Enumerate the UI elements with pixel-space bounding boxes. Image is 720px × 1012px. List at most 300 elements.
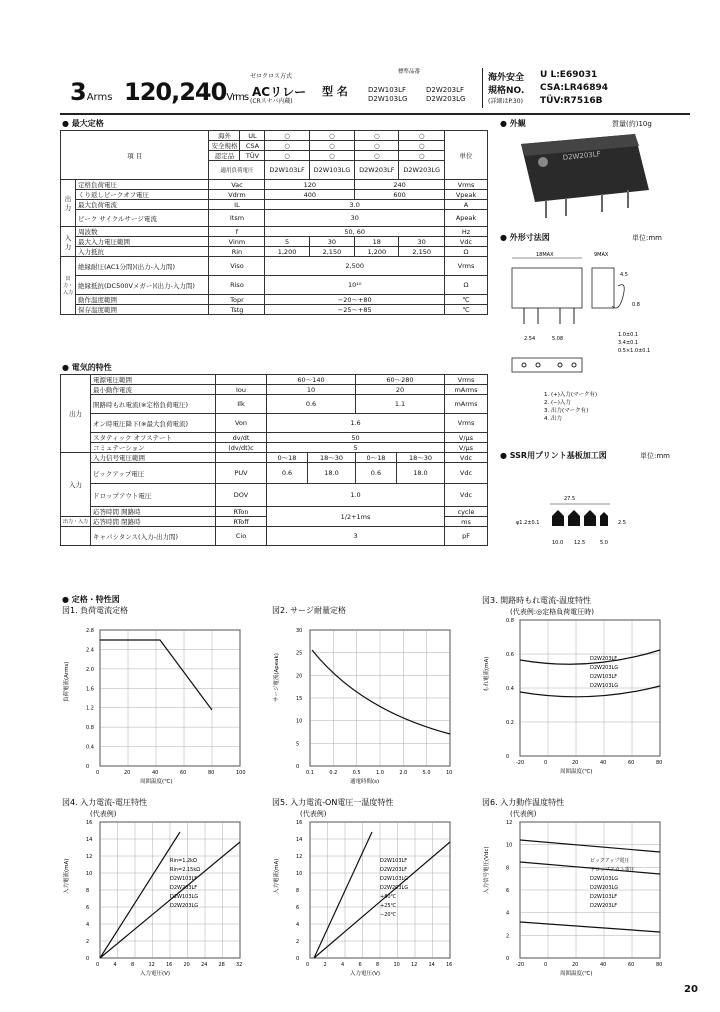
fig5-xtick: 16 [446, 962, 453, 968]
fig3-ytick: 0 [506, 754, 510, 760]
fig4-ytick: 6 [86, 905, 90, 911]
std-csa-name: CSA [540, 83, 561, 93]
fig2-xlabel: 通電時間(s) [350, 779, 380, 785]
fig6-ytick: 6 [506, 888, 510, 894]
fig6-legend-entry: D2W203LG [590, 885, 619, 891]
row-val: 18〜30 [307, 453, 355, 463]
pcb-dim-10: 10.0 [552, 540, 564, 546]
fig1-ylabel: 負荷電流(Arms) [64, 661, 70, 702]
fig2-ylabel: サージ電流(Apeak) [274, 653, 280, 702]
row-val: 120 [265, 180, 355, 190]
row-unit: V/μs [445, 443, 488, 453]
row-sym: PUV [216, 463, 267, 484]
header-underline [60, 113, 690, 115]
fig3-ytick: 0.4 [506, 686, 514, 692]
row-sym: Rin [209, 247, 265, 257]
fig3-ytick: 0.6 [506, 652, 514, 658]
fig5-legend-entry: D2W203LF [380, 867, 408, 873]
model-1: D2W103LF [368, 86, 407, 94]
table-row [61, 190, 488, 200]
fig5-ytick: 2 [296, 939, 300, 945]
fig4-legend-entry: D2W103LF [170, 876, 198, 882]
fig5-xtick: 12 [411, 962, 418, 968]
mark: ○ [265, 131, 309, 141]
fig5-legend-entry: D2W103LF [380, 858, 408, 864]
dim-legend-4: 4. 出力 [544, 416, 562, 422]
row-unit: mArms [445, 395, 488, 414]
fig2-xtick: 0.1 [306, 770, 314, 776]
row-val: 1,200 [355, 247, 399, 257]
row-unit: ℃ [445, 305, 488, 315]
fig4-legend-entry: D2W103LG [170, 894, 199, 900]
row-name: 入力信号電圧範囲 [91, 453, 216, 463]
table-row [61, 210, 488, 227]
fig6-xtick: 20 [572, 962, 579, 968]
row-sym [216, 375, 267, 385]
weight-label: 質量(約)10g [612, 120, 652, 128]
fig3-legend-entry: D2W203LF [590, 656, 618, 662]
dim-pitch-508: 5.08 [552, 336, 564, 342]
fig3-xlabel: 周囲温度(℃) [560, 769, 593, 775]
side-label-io: 出力・入力 [61, 517, 91, 527]
row-val: 10¹⁰ [265, 276, 445, 295]
row-val: 2,150 [309, 247, 355, 257]
model-col-2: D2W103LG [309, 161, 355, 180]
row-sym: RTon [216, 507, 267, 517]
row-name: スタティック オフステート [91, 433, 216, 443]
fig4-xtick: 24 [201, 962, 208, 968]
dim-9max: 9MAX [594, 252, 609, 258]
table-row [61, 443, 488, 453]
fig3-subtitle: (代表例:◎定格負荷電圧時) [510, 608, 594, 616]
fig5-ytick: 14 [296, 837, 303, 843]
row-val: 0〜18 [355, 453, 396, 463]
title-voltage-unit: Vrms [226, 92, 249, 103]
fig3-ytick: 0.8 [506, 618, 514, 624]
row-sym [216, 453, 267, 463]
row-unit: Vrms [445, 180, 488, 190]
row-sym: IL [209, 200, 265, 210]
row-name: 最大負荷電流 [76, 200, 209, 210]
std-ul-name: U L [540, 70, 557, 80]
pcb-dim-25: 2.5 [618, 520, 626, 526]
model-col-1: D2W103LF [265, 161, 309, 180]
fig4-ytick: 4 [86, 922, 90, 928]
std-tuv-no: R7516B [563, 96, 603, 106]
table-row [61, 180, 488, 190]
mark: ○ [309, 151, 355, 161]
model-4: D2W203LG [426, 95, 466, 103]
fig1-title: 図1. 負荷電流定格 [62, 606, 129, 615]
row-name: 保存温度範囲 [76, 305, 209, 315]
fig6-chart [480, 796, 680, 986]
row-name: ドロップアウト電圧 [91, 484, 216, 507]
std-csa: CSA:LR46894 [540, 83, 608, 93]
fig2-xtick: 5.0 [422, 770, 431, 776]
fig4-xtick: 16 [166, 962, 173, 968]
fig5-ytick: 4 [296, 922, 300, 928]
row-unit: Vdc [445, 463, 488, 484]
row-name: 入力抵抗 [76, 247, 209, 257]
approval-cap-2: 安全規格 [209, 141, 240, 151]
fig6-title: 図6. 入力動作温度特性 [482, 798, 565, 807]
section-rated-char-label: 定格・特性図 [71, 595, 120, 604]
row-sym: Vac [209, 180, 265, 190]
row-name: 最小動作電流 [91, 385, 216, 395]
row-val: 60〜280 [355, 375, 444, 385]
row-val: 0.6 [267, 463, 308, 484]
row-val: 20 [355, 385, 444, 395]
row-val: 600 [355, 190, 445, 200]
fig6-ytick: 4 [506, 910, 510, 917]
table-row [61, 375, 488, 385]
section-dimensions-label: 外形寸法図 [509, 233, 550, 242]
fig6-legend-entry: D2W103LG [590, 876, 619, 882]
fig6-xtick: 0 [544, 962, 548, 968]
row-val: 400 [265, 190, 355, 200]
row-unit: Apeak [445, 210, 488, 227]
max-rating-table [60, 130, 488, 315]
dim-unit: 単位:mm [632, 234, 662, 242]
side-label-output: 出力 [61, 180, 76, 227]
row-sym: dv/dt [216, 433, 267, 443]
standard-label: 規格NO. [488, 86, 525, 96]
table-row [61, 200, 488, 210]
note-label: (詳細はP.30) [488, 98, 523, 105]
row-sym: Cio [216, 527, 267, 546]
fig5-ytick: 10 [296, 871, 303, 877]
section-max-rating-label: 最大定格 [71, 119, 104, 128]
row-sym: RToff [216, 517, 267, 527]
mark: ○ [399, 141, 445, 151]
section-appearance: ● 外観 [500, 119, 526, 128]
fig4-xtick: 4 [113, 962, 117, 968]
row-val: 10 [267, 385, 356, 395]
row-unit: mArms [445, 385, 488, 395]
row-val: 60〜140 [267, 375, 356, 385]
mark: ○ [355, 141, 399, 151]
approval-tuv: TÜV [240, 151, 265, 161]
fig4-ytick: 14 [86, 837, 93, 843]
fig2-ytick: 5 [296, 741, 300, 748]
model-2: D2W203LF [426, 86, 465, 94]
row-val: 18 [355, 237, 399, 247]
table-row [61, 257, 488, 276]
fig3-xtick: 20 [572, 760, 579, 766]
table-row [61, 507, 488, 517]
section-dimensions: ● 外形寸法図 [500, 233, 550, 242]
pcb-dim-hole: φ1.2±0.1 [516, 520, 540, 526]
fig1-xtick: 40 [152, 770, 159, 776]
fig4-chart [60, 796, 260, 986]
row-unit: Vdc [445, 237, 488, 247]
fig3-legend-entry: D2W203LG [590, 665, 619, 671]
fig3-ylabel: もれ電流(mA) [484, 656, 490, 692]
fig2-ytick: 0 [296, 764, 300, 770]
row-unit: ℃ [445, 295, 488, 305]
row-unit: Vrms [445, 375, 488, 385]
unit-header: 単位 [445, 131, 488, 180]
fig6-ytick: 2 [506, 933, 510, 940]
title-current-value: 3 [70, 78, 87, 106]
fig1-xlabel: 周囲温度(℃) [140, 779, 173, 785]
mark: ○ [309, 131, 355, 141]
fig4-ytick: 10 [86, 871, 93, 877]
page-number: 20 [684, 984, 698, 995]
fig6-xtick: 60 [628, 962, 635, 968]
fig5-legend-entry: D2W103LG [380, 876, 409, 882]
table-row [61, 463, 488, 484]
fig2-ytick: 25 [296, 650, 303, 657]
std-tuv-name: TÜV [540, 96, 561, 106]
row-val: 1.1 [355, 395, 444, 414]
mark: ○ [265, 141, 309, 151]
fig4-ytick: 0 [86, 956, 90, 962]
dimension-drawing [500, 246, 690, 446]
fig5-legend-entry: D2W203LG [380, 885, 409, 891]
fig5-xtick: 0 [306, 962, 310, 968]
fig3-chart [480, 594, 680, 784]
fig1-ytick: 1.2 [86, 705, 94, 712]
fig5-title: 図5. 入力電流-ON電圧一温度特性 [272, 798, 394, 807]
fig5-xlabel: 入力電圧(V) [350, 971, 381, 977]
fig3-xtick: -20 [516, 760, 525, 766]
fig5-ylabel: 入力電流(mA) [274, 858, 280, 894]
fig1-ytick: 0 [86, 764, 90, 770]
side-label-input: 入力 [61, 227, 76, 257]
table-row [61, 295, 488, 305]
row-sym: Viso [209, 257, 265, 276]
fig4-xtick: 12 [148, 962, 155, 968]
row-name: ピックアップ電圧 [91, 463, 216, 484]
fig4-ylabel: 入力電流(mA) [64, 858, 70, 894]
dim-18max: 18MAX [536, 252, 554, 258]
row-val: 3 [267, 527, 445, 546]
fig2-chart [270, 604, 470, 794]
row-name: 応答時間 開路時 [91, 507, 216, 517]
pcb-drawing [500, 466, 690, 566]
row-sym: Topr [209, 295, 265, 305]
fig4-subtitle: (代表例) [90, 810, 117, 818]
row-val: 5 [265, 237, 309, 247]
pcb-hole [600, 512, 608, 526]
row-sym: Riso [209, 276, 265, 295]
fig6-ytick: 8 [506, 865, 510, 872]
section-characteristics: ● 電気的特性 [62, 363, 112, 372]
model-col-4: D2W203LG [399, 161, 445, 180]
table-row [61, 395, 488, 414]
fig6-ytick: 0 [506, 956, 510, 962]
row-sym: Von [216, 414, 267, 433]
pcb-dim-125: 12.5 [574, 540, 586, 546]
fig2-xtick: 0.5 [352, 770, 361, 776]
header [60, 66, 690, 112]
fig6-xtick: -20 [516, 962, 525, 968]
row-val: 30 [399, 237, 445, 247]
dim-body-front [512, 268, 582, 308]
fig5-chart [270, 796, 470, 986]
row-val: −25〜+85 [265, 305, 445, 315]
dim-extra-1: 1.0±0.1 [618, 332, 639, 338]
std-ul: U L:E69031 [540, 70, 598, 80]
fig6-ytick: 10 [506, 842, 513, 849]
dim-pitch-254: 2.54 [524, 336, 536, 342]
fig4-xtick: 28 [218, 962, 225, 968]
dim-body-side [592, 268, 614, 308]
pcb-dim-275: 27.5 [564, 496, 576, 502]
fig4-xtick: 20 [183, 962, 190, 968]
fig1-ytick: 2.0 [86, 666, 94, 673]
row-name: 開路時もれ電流(※定格負荷電圧) [91, 395, 216, 414]
row-unit: pF [445, 527, 488, 546]
row-val: 1.0 [267, 484, 445, 507]
fig2-xtick: 2.0 [399, 770, 408, 776]
row-unit: Vpeak [445, 190, 488, 200]
row-val: 30 [309, 237, 355, 247]
section-pcb: ● SSR用プリント基板加工図 [500, 451, 607, 460]
row-name: 最大入力電圧範囲 [76, 237, 209, 247]
load-voltage-label: 適用負荷電圧 [209, 161, 265, 180]
fig5-xtick: 4 [341, 962, 345, 968]
row-unit: Ω [445, 247, 488, 257]
fig4-legend-entry: D2W203LF [170, 885, 198, 891]
snubber-note: (CRスナバ内蔵) [250, 98, 293, 105]
fig5-legend-entry: −20℃ [380, 912, 397, 918]
row-val: 2,150 [399, 247, 445, 257]
row-name: 電源電圧範囲 [91, 375, 216, 385]
fig5-ytick: 0 [296, 956, 300, 962]
title-current [70, 78, 112, 106]
row-name: 絶縁抵抗(DC500Vメガー)(出力-入力間) [76, 276, 209, 295]
row-name: キャパシタンス(入力-出力間) [91, 527, 216, 546]
row-name: コミュテーション [91, 443, 216, 453]
row-unit: Hz [445, 227, 488, 237]
fig2-ytick: 10 [296, 718, 303, 725]
product-name: ACリレー [252, 85, 307, 99]
pcb-unit: 単位:mm [640, 452, 670, 460]
mark: ○ [355, 151, 399, 161]
row-name: 応答時間 閉路時 [91, 517, 216, 527]
fig1-frame [100, 630, 240, 766]
fig4-xtick: 0 [96, 962, 100, 968]
fig1-xtick: 60 [180, 770, 187, 776]
dim-label-45: 4.5 [620, 272, 628, 278]
row-val: 0.6 [267, 395, 356, 414]
fig6-xlabel: 周囲温度(℃) [560, 971, 593, 977]
fig2-ytick: 20 [296, 673, 303, 680]
dim-legend-1: 1. (+)入力(マーク有) [544, 392, 598, 398]
mark: ○ [399, 131, 445, 141]
row-name: 周波数 [76, 227, 209, 237]
std-csa-no: LR46894 [564, 83, 608, 93]
fig5-ytick: 12 [296, 854, 303, 860]
fig1-xtick: 100 [236, 770, 246, 776]
safety-label: 海外安全 [488, 73, 525, 83]
fig1-ytick: 1.6 [86, 686, 94, 693]
title-voltage-value: 120,240 [124, 78, 227, 106]
table-row [61, 433, 488, 443]
fig6-subtitle: (代表例) [510, 810, 537, 818]
fig5-xtick: 6 [358, 962, 362, 968]
approval-cap-3: 認定品 [209, 151, 240, 161]
fig4-ytick: 16 [86, 820, 93, 826]
model-3: D2W103LG [368, 95, 408, 103]
fig6-xtick: 40 [600, 962, 607, 968]
fig5-xtick: 14 [428, 962, 435, 968]
row-val: 18.0 [307, 463, 355, 484]
row-sym: Itsm [209, 210, 265, 227]
row-val: 30 [265, 210, 445, 227]
row-name: ピーク サイクルサージ電流 [76, 210, 209, 227]
fig4-title: 図4. 入力電流-電圧特性 [62, 798, 148, 807]
header-divider [482, 68, 483, 108]
fig1-ytick: 2.4 [86, 647, 94, 654]
side-label-output: 出力 [61, 375, 91, 453]
fig3-title: 図3. 開路時もれ電流-温度特性 [482, 596, 592, 605]
row-val: 5 [267, 443, 445, 453]
fig2-title: 図2. サージ耐量定格 [272, 606, 347, 615]
fig4-legend-entry: D2W203LG [170, 903, 199, 909]
fig4-xtick: 32 [236, 962, 243, 968]
fig5-xtick: 2 [323, 962, 327, 968]
row-unit: Vrms [445, 414, 488, 433]
section-pcb-label: SSR用プリント基板加工図 [509, 451, 607, 460]
fig4-xtick: 8 [131, 962, 135, 968]
dim-label-08: 0.8 [632, 302, 640, 308]
table-row [61, 305, 488, 315]
model-col-3: D2W203LF [355, 161, 399, 180]
fig3-ytick: 0.2 [506, 720, 514, 726]
fig4-xlabel: 入力電圧(V) [140, 971, 171, 977]
row-unit: ms [445, 517, 488, 527]
fig4-ytick: 12 [86, 854, 93, 860]
fig4-legend-entry: Rin=1.2kΩ [170, 858, 197, 864]
pcb-dim-50: 5.0 [600, 540, 608, 546]
table-row [61, 385, 488, 395]
fig1-ytick: 0.4 [86, 744, 94, 751]
row-name: 動作温度範囲 [76, 295, 209, 305]
fig1-chart [60, 604, 260, 794]
row-unit: Vrms [445, 257, 488, 276]
row-sym: Vinm [209, 237, 265, 247]
row-val: 1/2+1ms [267, 507, 445, 527]
row-name: オン時電圧降下(※最大負荷電流) [91, 414, 216, 433]
approval-row-ul [61, 131, 488, 141]
side-label-input: 入力 [61, 453, 91, 517]
row-val: −20〜+80 [265, 295, 445, 305]
dim-extra-3: 0.5×1.0±0.1 [618, 348, 651, 354]
pcb-hole [584, 510, 596, 526]
pcb-hole [568, 510, 580, 526]
row-sym: Ilk [216, 395, 267, 414]
fig6-ylabel: 入力信号電圧(Vdc) [484, 846, 490, 894]
row-sym: Iou [216, 385, 267, 395]
row-unit: A [445, 200, 488, 210]
row-name: くり返しピークオフ電圧 [76, 190, 209, 200]
zero-cross-label: ゼロクロス方式 [250, 73, 293, 80]
pcb-hole [552, 510, 564, 526]
row-sym: Vdrm [209, 190, 265, 200]
fig3-xtick: 60 [628, 760, 635, 766]
table-row [61, 247, 488, 257]
models-caption: 標準品番 [398, 69, 421, 75]
row-sym: DOV [216, 484, 267, 507]
approval-ul: UL [240, 131, 265, 141]
dim-legend-2: 2. (−)入力 [544, 400, 571, 406]
side-label-io: 出力・入力 [61, 257, 76, 315]
row-val: 0.6 [355, 463, 396, 484]
row-val: 50 [267, 433, 445, 443]
